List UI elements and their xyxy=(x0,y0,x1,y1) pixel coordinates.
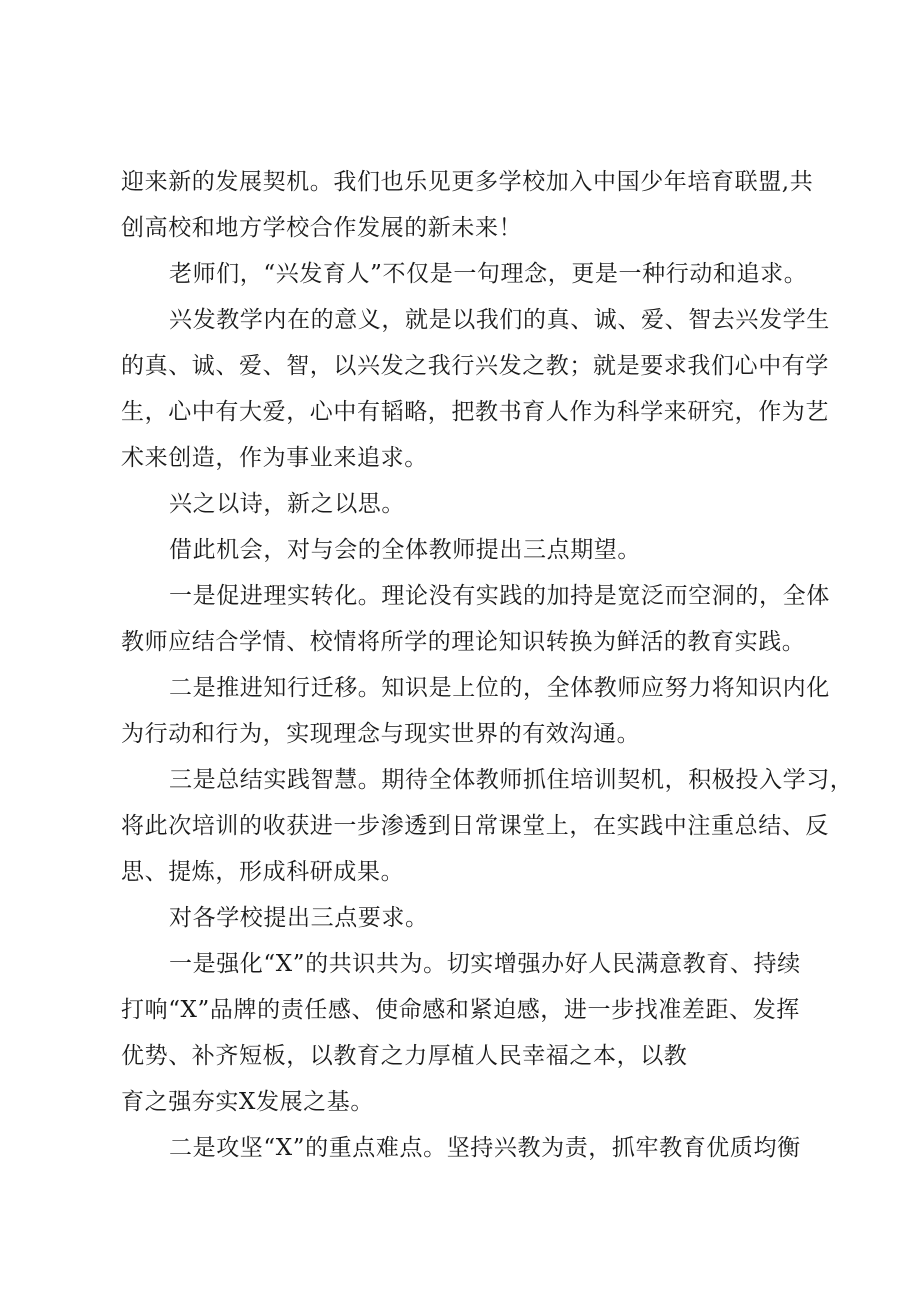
text-line-17: 对各学校提出三点要求。 xyxy=(169,905,429,931)
text-line-3: 老师们，“兴发育人”不仅是一句理念，更是一种行动和追求。 xyxy=(169,261,808,287)
text-line-2: 创高校和地方学校合作发展的新未来！ xyxy=(121,215,523,241)
text-line-18: 一是强化“X”的共识共为。切实增强办好人民满意教育、持续 xyxy=(169,951,801,977)
text-line-15: 将此次培训的收获进一步渗透到日常课堂上，在实践中注重总结、反 xyxy=(121,813,829,839)
text-line-16: 思、提炼，形成科研成果。 xyxy=(121,859,405,885)
text-line-1: 迎来新的发展契机。我们也乐见更多学校加入中国少年培育联盟,共 xyxy=(121,169,814,195)
text-line-19: 打响“X”品牌的责任感、使命感和紧迫感，进一步找准差距、发挥 xyxy=(121,997,800,1023)
text-line-10: 一是促进理实转化。理论没有实践的加持是宽泛而空洞的，全体 xyxy=(169,583,830,609)
text-line-8: 兴之以诗，新之以思。 xyxy=(169,491,405,517)
text-line-13: 为行动和行为，实现理念与现实世界的有效沟通。 xyxy=(121,721,641,747)
text-line-20: 优势、补齐短板，以教育之力厚植人民幸福之本，以教 xyxy=(121,1043,688,1069)
text-line-21: 育之强夯实X发展之基。 xyxy=(121,1089,374,1115)
text-line-7: 术来创造，作为事业来追求。 xyxy=(121,445,428,471)
text-line-4: 兴发教学内在的意义，就是以我们的真、诚、爱、智去兴发学生 xyxy=(169,307,830,333)
text-line-14: 三是总结实践智慧。期待全体教师抓住培训契机，积极投入学习， xyxy=(169,767,854,793)
text-line-12: 二是推进知行迁移。知识是上位的，全体教师应努力将知识内化 xyxy=(169,675,830,701)
text-line-6: 生，心中有大爱，心中有韬略，把教书育人作为科学来研究，作为艺 xyxy=(121,399,829,425)
text-line-22: 二是攻坚“X”的重点难点。坚持兴教为责，抓牢教育优质均衡 xyxy=(169,1135,801,1161)
text-line-5: 的真、诚、爱、智，以兴发之我行兴发之教；就是要求我们心中有学 xyxy=(121,353,829,379)
text-line-11: 教师应结合学情、校情将所学的理论知识转换为鲜活的教育实践。 xyxy=(121,629,806,655)
text-line-9: 借此机会，对与会的全体教师提出三点期望。 xyxy=(169,537,641,563)
